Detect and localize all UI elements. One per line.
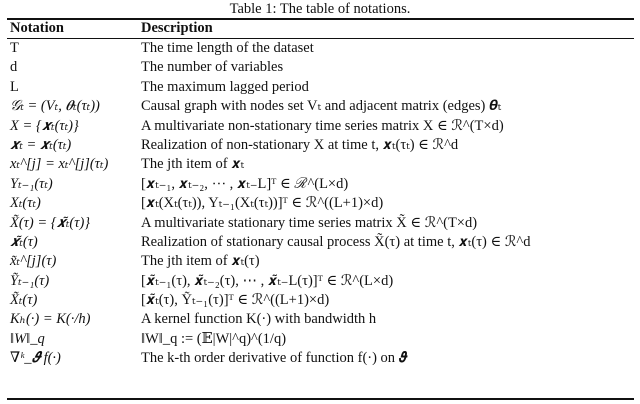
table-row [0, 136, 640, 155]
table-row [0, 39, 640, 58]
description-cell: [𝒙ₜ₋₁, 𝒙ₜ₋₂, ⋯ , 𝒙ₜ₋L]ᵀ ∈ ℛ^(L×d) [141, 175, 349, 192]
description-cell: [𝒙̃ₜ(τ), Ỹₜ₋₁(τ)]ᵀ ∈ ℛ^((L+1)×d) [141, 292, 330, 309]
description-cell: Realization of non-stationary X at time t, 𝒙ₜ(τₜ) ∈ ℛ^d [141, 136, 459, 153]
notation-cell: x̃ₜ^[j](τ) [10, 253, 57, 270]
notation-cell: Xₜ(τₜ) [10, 195, 41, 212]
notation-cell: X̃(τ) = {𝒙̃ₜ(τ)} [10, 214, 91, 231]
notation-cell: 𝒙ₜ = 𝒙ₜ(τₜ) [10, 136, 72, 153]
notation-cell: X̃ₜ(τ) [10, 292, 38, 309]
header-description: Description [141, 20, 213, 36]
description-cell: The jth item of 𝒙ₜ [141, 156, 245, 173]
table-row [0, 117, 640, 136]
table-row [0, 78, 640, 97]
notation-cell: L [10, 78, 19, 95]
notation-cell: T [10, 40, 19, 56]
table-body [0, 39, 640, 369]
description-cell: [𝒙̃ₜ₋₁(τ), 𝒙̃ₜ₋₂(τ), ⋯ , 𝒙̃ₜ₋L(τ)]ᵀ ∈ ℛ^(L×d) [141, 272, 394, 289]
description-cell: The k-th order derivative of function f(·) on 𝝑 [141, 350, 408, 367]
notation-cell: xₜ^[j] = xₜ^[j](τₜ) [10, 156, 109, 173]
table-row [0, 175, 640, 194]
table-row [0, 233, 640, 252]
table-row [0, 272, 640, 291]
table-row [0, 58, 640, 77]
table-row [0, 155, 640, 174]
table-row [0, 310, 640, 329]
description-cell: [𝒙ₜ(Xₜ(τₜ)), Yₜ₋₁(Xₜ(τₜ))]ᵀ ∈ ℛ^((L+1)×d) [141, 195, 384, 212]
table-row [0, 194, 640, 213]
table-row [0, 330, 640, 349]
description-cell: The time length of the dataset [141, 40, 314, 56]
table-row [0, 214, 640, 233]
notation-cell: X = {𝒙ₜ(τₜ)} [10, 117, 79, 134]
notation-cell: Yₜ₋₁(τₜ) [10, 175, 53, 192]
table-header [0, 19, 640, 38]
description-cell: The number of variables [141, 59, 284, 76]
bottom-rule [7, 398, 634, 400]
notation-cell: 𝒢ₜ = (Vₜ, 𝜽ₜ(τₜ)) [10, 98, 100, 115]
notation-cell: ‖W‖_q [10, 330, 45, 347]
description-cell: A kernel function K(·) with bandwidth h [141, 311, 377, 328]
description-cell: Realization of stationary causal process X̃(τ) at time t, 𝒙ₜ(τ) ∈ ℛ^d [141, 233, 531, 250]
description-cell: A multivariate non-stationary time series matrix X ∈ ℛ^(T×d) [141, 117, 504, 134]
notation-cell: Kₕ(·) = K(·/h) [10, 311, 91, 328]
notation-cell: 𝒙̃ₜ(τ) [10, 233, 38, 250]
description-cell: The maximum lagged period [141, 78, 309, 95]
table-row [0, 349, 640, 368]
description-cell: The jth item of 𝒙ₜ(τ) [141, 253, 260, 270]
table-row [0, 97, 640, 116]
table-row [0, 252, 640, 271]
notation-cell: d [10, 59, 18, 76]
description-cell: ‖W‖_q := (𝔼|W|^q)^(1/q) [141, 330, 287, 347]
notation-cell: Ỹₜ₋₁(τ) [10, 272, 50, 289]
table-row [0, 291, 640, 310]
description-cell: Causal graph with nodes set Vₜ and adjacent matrix (edges) 𝜽ₜ [141, 98, 502, 115]
notation-cell: ∇ᵏ_𝝑 f(·) [10, 350, 61, 367]
header-notation: Notation [10, 20, 64, 36]
table-caption: Table 1: The table of notations. [229, 1, 411, 17]
description-cell: A multivariate stationary time series matrix X̃ ∈ ℛ^(T×d) [141, 214, 478, 231]
